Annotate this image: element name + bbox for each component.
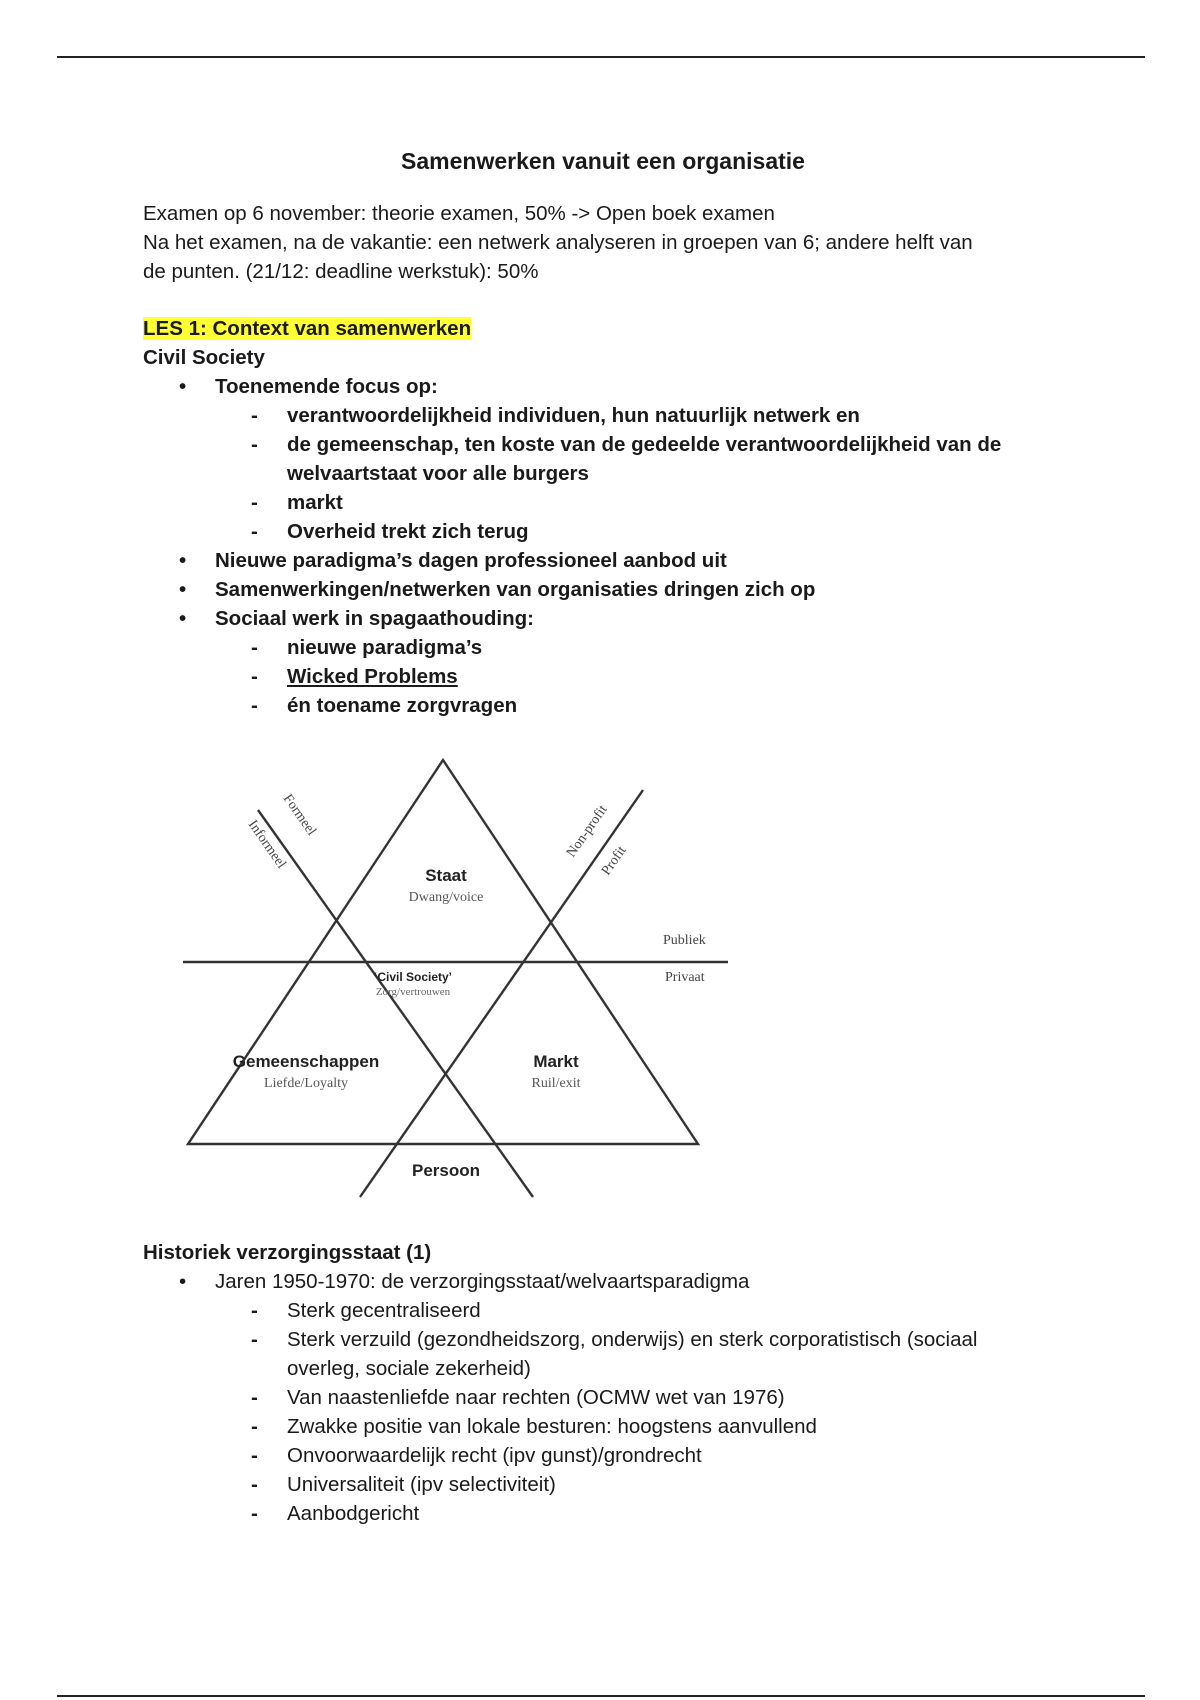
list-item-line: overleg, sociale zekerheid) <box>287 1357 531 1380</box>
list-item <box>287 662 1063 691</box>
list-item: - Overheid trekt zich terug <box>287 517 1063 546</box>
civil-society-heading: Civil Society <box>143 346 265 369</box>
list-item-line: Sterk verzuild (gezondheidszorg, onderwijs) en sterk corporatistisch (sociaal <box>287 1328 978 1351</box>
document-title: Samenwerken vanuit een organisatie <box>401 148 805 174</box>
intro-line-2: Na het examen, na de vakantie: een netwerk analyseren in groepen van 6; andere helft van <box>143 231 973 254</box>
list-item: - Van naastenliefde naar rechten (OCMW wet van 1976) <box>287 1383 1063 1412</box>
historiek-heading: Historiek verzorgingsstaat (1) <box>143 1241 432 1264</box>
list-item: - Aanbodgericht <box>287 1499 1063 1528</box>
list-item: - Zwakke positie van lokale besturen: hoogstens aanvullend <box>287 1412 1063 1441</box>
label-privaat: Privaat <box>665 970 705 985</box>
intro-line-1: Examen op 6 november: theorie examen, 50% -> Open boek examen <box>143 202 775 225</box>
list-item: • Samenwerkingen/netwerken van organisaties dringen zich op <box>215 575 1063 604</box>
list-item: - Onvoorwaardelijk recht (ipv gunst)/grondrecht <box>287 1441 1063 1470</box>
header-rule <box>57 56 1145 58</box>
bullet-text: Jaren 1950-1970: de verzorgingsstaat/welvaartsparadigma <box>215 1270 750 1293</box>
label-gemeenschappen-sub: Liefde/Loyalty <box>264 1076 348 1091</box>
list-item: • Nieuwe paradigma’s dagen professioneel aanbod uit <box>215 546 1063 575</box>
list-item: - Universaliteit (ipv selectiviteit) <box>287 1470 1063 1499</box>
les-heading: LES 1: Context van samenwerken <box>143 317 472 340</box>
label-profit: Profit <box>598 843 630 879</box>
label-staat-sub: Dwang/voice <box>408 890 484 905</box>
diagram-svg <box>143 740 763 1210</box>
formal-informal-line <box>258 810 533 1197</box>
civil-society-bullets <box>143 372 1063 720</box>
list-item: - nieuwe paradigma’s <box>287 633 1063 662</box>
bullet-text: Sociaal werk in spagaathouding: <box>215 607 534 630</box>
label-staat: Staat <box>425 866 467 885</box>
label-nonprofit: Non-profit <box>563 802 611 861</box>
document-body <box>143 140 1063 720</box>
bullet-text: Toenemende focus op: <box>215 375 438 398</box>
intro-line-3: de punten. (21/12: deadline werkstuk): 50% <box>143 260 539 283</box>
label-markt: Markt <box>533 1052 579 1071</box>
footer-rule <box>57 1695 1145 1697</box>
sub-list <box>215 401 1063 546</box>
list-item <box>215 1267 1063 1528</box>
label-publiek: Publiek <box>663 933 706 948</box>
list-item <box>287 430 1063 488</box>
label-civil-sub: Zorg/vertrouwen <box>375 986 451 998</box>
list-item: - verantwoordelijkheid individuen, hun natuurlijk netwerk en <box>287 401 1063 430</box>
list-item <box>215 372 1063 546</box>
list-item: - markt <box>287 488 1063 517</box>
list-item-line: welvaartstaat voor alle burgers <box>287 462 589 485</box>
list-item <box>287 1325 1063 1383</box>
list-item <box>215 604 1063 720</box>
list-item-line: de gemeenschap, ten koste van de gedeelde verantwoordelijkheid van de <box>287 433 1002 456</box>
historiek-section <box>143 1238 1063 1528</box>
sub-list <box>215 1296 1063 1528</box>
historiek-bullets <box>143 1267 1063 1528</box>
label-persoon: Persoon <box>411 1161 481 1180</box>
civil-society-diagram <box>143 740 763 1210</box>
sub-list <box>215 633 1063 720</box>
wicked-problems-text: Wicked Problems <box>287 665 458 688</box>
label-civil-society: ‘Civil Society’ <box>373 970 453 984</box>
label-markt-sub: Ruil/exit <box>531 1076 581 1091</box>
label-gemeenschappen: Gemeenschappen <box>232 1052 380 1071</box>
label-formeel: Formeel <box>279 791 319 839</box>
list-item: - én toename zorgvragen <box>287 691 1063 720</box>
list-item: - Sterk gecentraliseerd <box>287 1296 1063 1325</box>
label-informeel: Informeel <box>244 817 289 872</box>
